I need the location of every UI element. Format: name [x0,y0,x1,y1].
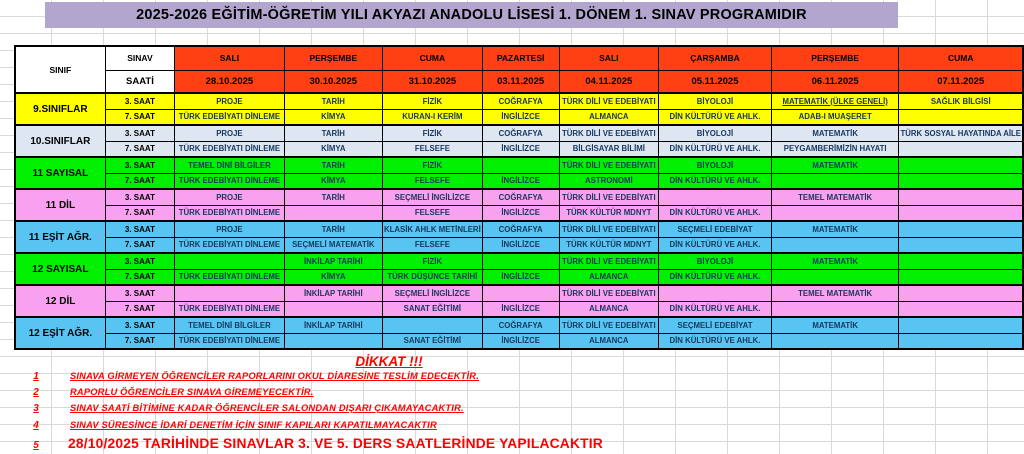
exam-cell[interactable]: BİYOLOJİ [659,157,772,173]
exam-cell[interactable]: SEÇMELİ EDEBİYAT [659,317,772,333]
exam-cell[interactable] [482,285,559,301]
hour-label-7[interactable]: 7. SAAT [105,109,175,125]
exam-cell[interactable]: ALMANCA [559,301,659,317]
hour-label-3[interactable]: 3. SAAT [105,157,175,173]
exam-cell[interactable] [899,333,1023,349]
hour-label-3[interactable]: 3. SAAT [105,253,175,269]
exam-cell[interactable]: KURAN-I KERİM [383,109,483,125]
exam-cell[interactable]: FİZİK [383,93,483,109]
exam-cell[interactable]: TÜRK DİLİ VE EDEBİYATI [559,253,659,269]
header-day: CUMA [899,46,1023,70]
note-item [14,387,1014,403]
exam-cell[interactable] [659,189,772,205]
exam-cell[interactable]: TÜRK DİLİ VE EDEBİYATI [559,221,659,237]
exam-cell[interactable]: SEÇMELİ MATEMATİK [284,237,382,253]
exam-cell[interactable] [771,333,899,349]
exam-cell[interactable] [899,317,1023,333]
note-text: SINAV SÜRESİNCE İDARİ DENETİM İÇİN SINIF KAPILARI KAPATILMAYACAKTIR [70,419,437,430]
hour-label-7[interactable]: 7. SAAT [105,269,175,285]
schedule-table [14,45,1024,350]
exam-cell[interactable]: DİN KÜLTÜRÜ VE AHLK. [659,269,772,285]
exam-cell[interactable] [899,173,1023,189]
exam-cell[interactable]: TÜRK EDEBİYATI DİNLEME [175,269,284,285]
exam-cell[interactable]: İNGİLİZCE [482,237,559,253]
exam-cell[interactable]: BİYOLOJİ [659,93,772,109]
exam-cell[interactable]: FİZİK [383,253,483,269]
exam-cell[interactable]: SANAT EĞİTİMİ [383,333,483,349]
note-item [14,436,1014,454]
note-item [14,403,1014,419]
exam-cell[interactable]: MATEMATİK [771,317,899,333]
header-day: PAZARTESİ [482,46,559,70]
exam-cell[interactable] [899,141,1023,157]
exam-cell[interactable]: TÜRK DİLİ VE EDEBİYATI [559,189,659,205]
exam-cell[interactable] [482,157,559,173]
hour-label-7[interactable]: 7. SAAT [105,205,175,221]
exam-cell[interactable] [284,333,382,349]
header-date: 28.10.2025 [175,70,284,93]
class-label[interactable]: 11 SAYISAL [15,157,105,189]
exam-cell[interactable]: TÜRK DİLİ VE EDEBİYATI [559,285,659,301]
exam-cell[interactable]: ALMANCA [559,109,659,125]
exam-cell[interactable]: KLASİK AHLK METİNLERİ [383,221,483,237]
exam-cell[interactable]: ADAB-I MUAŞERET [771,109,899,125]
class-label[interactable]: 11 EŞİT AĞR. [15,221,105,253]
exam-cell[interactable]: DİN KÜLTÜRÜ VE AHLK. [659,205,772,221]
hour-label-7[interactable]: 7. SAAT [105,237,175,253]
note-item [14,371,1014,387]
exam-cell[interactable]: İNGİLİZCE [482,301,559,317]
hour-label-7[interactable]: 7. SAAT [105,141,175,157]
exam-cell[interactable] [659,285,772,301]
header-sinif: SINIF [15,46,105,93]
hour-label-3[interactable]: 3. SAAT [105,221,175,237]
exam-cell[interactable]: TÜRK KÜLTÜR MDNYT [559,205,659,221]
class-label[interactable]: 12 DİL [15,285,105,317]
exam-cell[interactable] [284,205,382,221]
exam-cell[interactable]: DİN KÜLTÜRÜ VE AHLK. [659,333,772,349]
exam-cell[interactable]: TÜRK EDEBİYATI DİNLEME [175,109,284,125]
header-date: 30.10.2025 [284,70,382,93]
exam-cell[interactable]: BİYOLOJİ [659,253,772,269]
header-date: 06.11.2025 [771,70,899,93]
exam-cell[interactable] [899,301,1023,317]
exam-cell[interactable]: COĞRAFYA [482,221,559,237]
exam-cell[interactable]: İNKİLAP TARİHİ [284,253,382,269]
exam-cell[interactable]: MATEMATİK [771,125,899,141]
header-date: 05.11.2025 [659,70,772,93]
exam-cell[interactable] [771,205,899,221]
note-number: 5 [33,439,39,451]
exam-cell[interactable]: TARİH [284,125,382,141]
exam-cell[interactable] [175,253,284,269]
exam-cell[interactable]: İNGİLİZCE [482,109,559,125]
exam-cell[interactable] [771,301,899,317]
exam-cell[interactable]: COĞRAFYA [482,93,559,109]
note-number: 3 [33,403,39,415]
header-day: PERŞEMBE [771,46,899,70]
exam-cell[interactable] [899,221,1023,237]
exam-cell[interactable]: ALMANCA [559,333,659,349]
header-day: ÇARŞAMBA [659,46,772,70]
note-item [14,420,1014,436]
hour-label-3[interactable]: 3. SAAT [105,93,175,109]
notes-heading: DİKKAT !!! [355,354,423,369]
exam-cell[interactable]: MATEMATİK [771,157,899,173]
exam-cell[interactable]: FİZİK [383,157,483,173]
exam-cell[interactable]: TÜRK EDEBİYATI DİNLEME [175,301,284,317]
exam-cell[interactable]: TÜRK DİLİ VE EDEBİYATI [559,317,659,333]
exam-cell[interactable]: TARİH [284,93,382,109]
exam-cell[interactable]: TÜRK DİLİ VE EDEBİYATI [559,157,659,173]
notes-section [14,354,1014,454]
exam-cell[interactable]: DİN KÜLTÜRÜ VE AHLK. [659,237,772,253]
exam-cell[interactable]: SANAT EĞİTİMİ [383,301,483,317]
exam-cell[interactable]: İNGİLİZCE [482,205,559,221]
exam-cell[interactable]: TEMEL DİNİ BİLGİLER [175,317,284,333]
class-label[interactable]: 9.SINIFLAR [15,93,105,125]
hour-label-7[interactable]: 7. SAAT [105,301,175,317]
header-day: SALI [559,46,659,70]
exam-cell[interactable]: İNKİLAP TARİHİ [284,317,382,333]
class-label[interactable]: 12 SAYISAL [15,253,105,285]
exam-cell[interactable] [899,205,1023,221]
exam-cell[interactable]: MATEMATİK [771,221,899,237]
header-saati: SAATİ [105,70,175,93]
exam-cell[interactable] [899,189,1023,205]
exam-cell[interactable]: TÜRK DİLİ VE EDEBİYATI [559,125,659,141]
header-day: PERŞEMBE [284,46,382,70]
exam-cell[interactable]: MATEMATİK [771,253,899,269]
header-day: SALI [175,46,284,70]
exam-cell[interactable]: MATEMATİK (ÜLKE GENELİ) [771,93,899,109]
exam-cell[interactable]: KİMYA [284,173,382,189]
exam-cell[interactable]: PROJE [175,189,284,205]
note-text: 28/10/2025 TARİHİNDE SINAVLAR 3. VE 5. DERS SAATLERİNDE YAPILACAKTIR [68,435,603,451]
note-number: 1 [33,371,39,382]
exam-cell[interactable]: SEÇMELİ İNGİLİZCE [383,285,483,301]
class-label[interactable]: 10.SINIFLAR [15,125,105,157]
hour-label-3[interactable]: 3. SAAT [105,189,175,205]
exam-cell[interactable]: FELSEFE [383,141,483,157]
exam-cell[interactable]: PROJE [175,221,284,237]
exam-cell[interactable] [899,269,1023,285]
exam-cell[interactable]: TÜRK EDEBİYATI DİNLEME [175,237,284,253]
exam-cell[interactable] [482,253,559,269]
note-text: SINAVA GİRMEYEN ÖĞRENCİLER RAPORLARINI OKUL DİARESİNE TESLİM EDECEKTİR. [70,371,479,381]
exam-cell[interactable]: TÜRK DİLİ VE EDEBİYATI [559,93,659,109]
note-number: 4 [33,419,39,431]
exam-cell[interactable]: TÜRK EDEBİYATI DİNLEME [175,333,284,349]
exam-cell[interactable]: TÜRK SOSYAL HAYATINDA AİLE [899,125,1023,141]
notes-list [14,371,1014,454]
exam-cell[interactable]: SEÇMELİ İNGİLİZCE [383,189,483,205]
exam-cell[interactable]: İNGİLİZCE [482,173,559,189]
exam-cell[interactable] [899,237,1023,253]
exam-cell[interactable] [899,109,1023,125]
exam-cell[interactable]: İNGİLİZCE [482,269,559,285]
exam-cell[interactable]: DİN KÜLTÜRÜ VE AHLK. [659,173,772,189]
header-date: 04.11.2025 [559,70,659,93]
note-text: SINAV SAATİ BİTİMİNE KADAR ÖĞRENCİLER SALONDAN DIŞARI ÇIKAMAYACAKTIR. [70,403,464,414]
exam-cell[interactable]: KİMYA [284,269,382,285]
class-label[interactable]: 11 DİL [15,189,105,221]
page-title: 2025-2026 EĞİTİM-ÖĞRETİM YILI AKYAZI ANADOLU LİSESİ 1. DÖNEM 1. SINAV PROGRAMIDIR [45,2,898,28]
exam-cell[interactable]: COĞRAFYA [482,189,559,205]
exam-cell[interactable]: TEMEL DİNİ BİLGİLER [175,157,284,173]
exam-cell[interactable]: COĞRAFYA [482,317,559,333]
exam-cell[interactable]: FELSEFE [383,173,483,189]
exam-cell[interactable]: ALMANCA [559,269,659,285]
exam-cell[interactable]: TARİH [284,189,382,205]
exam-cell[interactable] [284,301,382,317]
header-date: 03.11.2025 [482,70,559,93]
exam-cell[interactable] [771,173,899,189]
exam-cell[interactable]: FELSEFE [383,205,483,221]
exam-cell[interactable]: TEMEL MATEMATİK [771,285,899,301]
header-date: 31.10.2025 [383,70,483,93]
hour-label-3[interactable]: 3. SAAT [105,317,175,333]
hour-label-7[interactable]: 7. SAAT [105,173,175,189]
exam-cell[interactable] [771,237,899,253]
exam-cell[interactable]: BİYOLOJİ [659,125,772,141]
hour-label-3[interactable]: 3. SAAT [105,285,175,301]
exam-cell[interactable]: SEÇMELİ EDEBİYAT [659,221,772,237]
exam-cell[interactable]: FİZİK [383,125,483,141]
exam-cell[interactable]: İNGİLİZCE [482,333,559,349]
exam-cell[interactable]: İNKİLAP TARİHİ [284,285,382,301]
hour-label-3[interactable]: 3. SAAT [105,125,175,141]
header-day: CUMA [383,46,483,70]
exam-cell[interactable]: ASTRONOMİ [559,173,659,189]
exam-cell[interactable] [899,253,1023,269]
exam-cell[interactable] [383,317,483,333]
exam-cell[interactable]: TÜRK EDEBİYATI DİNLEME [175,173,284,189]
exam-cell[interactable]: DİN KÜLTÜRÜ VE AHLK. [659,301,772,317]
exam-cell[interactable]: TÜRK EDEBİYATI DİNLEME [175,205,284,221]
exam-cell[interactable] [175,285,284,301]
note-number: 2 [33,387,39,399]
exam-cell[interactable]: PROJE [175,125,284,141]
note-text: RAPORLU ÖĞRENCİLER SINAVA GİREMEYECEKTİR. [70,387,314,398]
exam-cell[interactable]: TEMEL MATEMATİK [771,189,899,205]
exam-cell[interactable]: TÜRK EDEBİYATI DİNLEME [175,141,284,157]
exam-cell[interactable]: KİMYA [284,109,382,125]
exam-cell[interactable]: DİN KÜLTÜRÜ VE AHLK. [659,109,772,125]
header-sinav: SINAV [105,46,175,70]
hour-label-7[interactable]: 7. SAAT [105,333,175,349]
exam-cell[interactable]: TÜRK KÜLTÜR MDNYT [559,237,659,253]
header-date: 07.11.2025 [899,70,1023,93]
exam-cell[interactable] [771,269,899,285]
exam-cell[interactable]: İNGİLİZCE [482,141,559,157]
exam-cell[interactable]: SAĞLIK BİLGİSİ [899,93,1023,109]
exam-cell[interactable]: DİN KÜLTÜRÜ VE AHLK. [659,141,772,157]
exam-cell[interactable]: KİMYA [284,141,382,157]
class-label[interactable]: 12 EŞİT AĞR. [15,317,105,349]
exam-cell[interactable]: BİLGİSAYAR BİLİMİ [559,141,659,157]
exam-cell[interactable]: TARİH [284,221,382,237]
exam-cell[interactable]: PROJE [175,93,284,109]
exam-cell[interactable] [899,157,1023,173]
exam-cell[interactable]: FELSEFE [383,237,483,253]
exam-cell[interactable]: TARİH [284,157,382,173]
exam-cell[interactable]: COĞRAFYA [482,125,559,141]
exam-cell[interactable]: PEYGAMBERİMİZİN HAYATI [771,141,899,157]
exam-cell[interactable]: TÜRK DÜŞÜNCE TARİHİ [383,269,483,285]
exam-cell[interactable] [899,285,1023,301]
